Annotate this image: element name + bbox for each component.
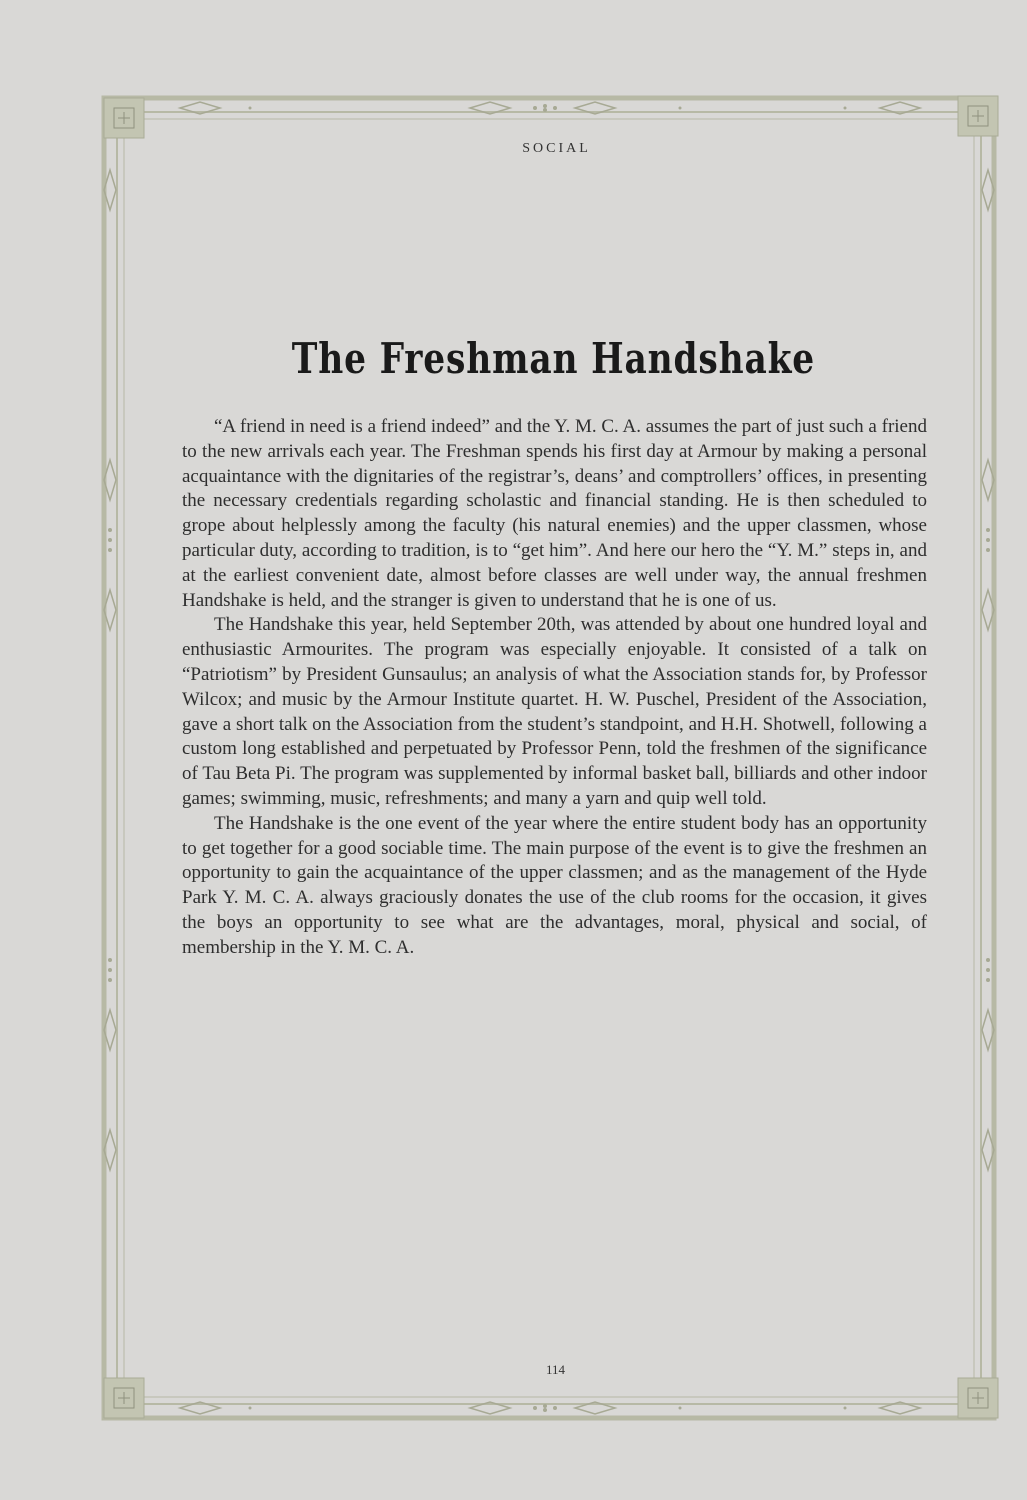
article-body: [182, 415, 927, 961]
article-paragraph: The Handshake this year, held September 20th, was attended by about one hundred loyal and enthusiastic Armourites. The program was especially enjoyable. It consisted of a talk on “Patriotism” by President Gunsaulus; an analysis of what the Association stands for, by Professor Wilcox; and music by the Armour Institute quartet. H. W. Puschel, President of the Association, gave a short talk on the Association from the student’s standpoint, and H.H. Shotwell, following a custom long established and perpetuated by Professor Penn, told the freshmen of the significance of Tau Beta Pi. The program was supplemented by informal basket ball, billiards and other indoor games; swimming, music, refreshments; and many a yarn and quip well told.: [182, 614, 927, 809]
article-paragraph: The Handshake is the one event of the year where the entire student body has an opportunity to get together for a good sociable time. The main purpose of the event is to give the freshmen an opportunity to gain the acquaintance of the upper classmen; and as the management of the Hyde Park Y. M. C. A. always graciously donates the use of the club rooms for the occasion, it gives the boys an opportunity to see what are the advantages, moral, physical and social, of membership in the Y. M. C. A.: [182, 812, 927, 958]
section-header: SOCIAL: [522, 141, 591, 156]
page-number: 114: [545, 1362, 566, 1377]
article-title: The Freshman Handshake: [291, 334, 816, 383]
article-paragraph: “A friend in need is a friend indeed” and the Y. M. C. A. assumes the part of just such a friend to the new arrivals each year. The Freshman spends his first day at Armour by making a personal acquaintance with the dignitaries of the registrar’s, deans’ and comptrollers’ offices, in presenting the necessary credentials regarding scholastic and financial standing. He is then scheduled to grope about helplessly among the faculty (his natural enemies) and the upper classmen, whose particular duty, according to tradition, is to “get him”. And here our hero the “Y. M.” steps in, and at the earliest convenient date, almost before classes are well under way, the annual freshmen Handshake is held, and the stranger is given to understand that he is one of us.: [182, 416, 927, 611]
